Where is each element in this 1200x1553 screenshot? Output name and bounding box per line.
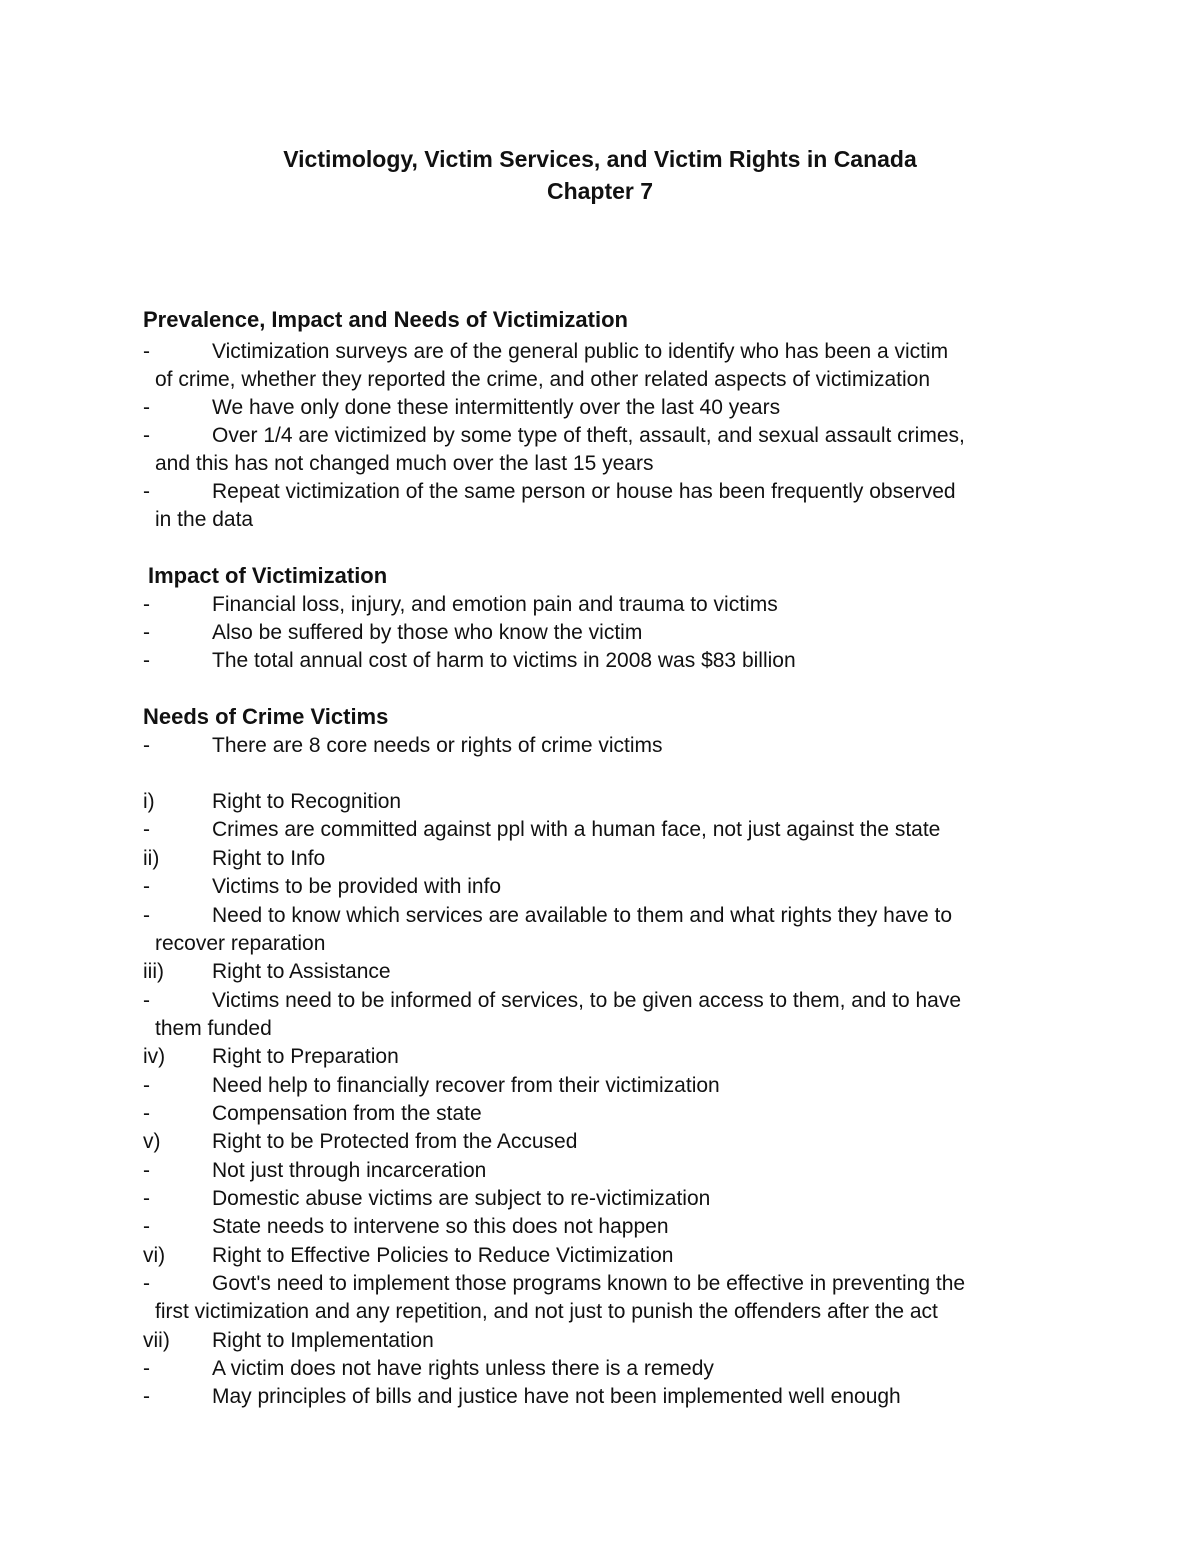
list-item-text: Financial loss, injury, and emotion pain and trauma to victims — [212, 593, 778, 616]
roman-marker: iii) — [143, 960, 164, 983]
right-title: Right to Preparation — [212, 1045, 399, 1068]
list-marker: - — [143, 649, 150, 672]
list-item-text: Need help to financially recover from their victimization — [212, 1074, 720, 1097]
right-title: Right to Assistance — [212, 960, 391, 983]
list-item-text: recover reparation — [155, 932, 326, 955]
list-marker: - — [143, 1272, 150, 1295]
list-marker: - — [143, 593, 150, 616]
roman-marker: ii) — [143, 847, 160, 870]
list-marker: - — [143, 875, 150, 898]
list-marker: - — [143, 621, 150, 644]
list-item-text: them funded — [155, 1017, 272, 1040]
list-marker: - — [143, 1074, 150, 1097]
list-item-text: Victims to be provided with info — [212, 875, 502, 898]
list-item-text: Govt's need to implement those programs known to be effective in preventing the — [212, 1272, 966, 1295]
list-marker: - — [143, 480, 150, 503]
list-item-text: Compensation from the state — [212, 1102, 482, 1125]
list-marker: - — [143, 1159, 150, 1182]
list-item-text: May principles of bills and justice have not been implemented well enough — [212, 1385, 901, 1408]
list-item-text: Domestic abuse victims are subject to re-victimization — [212, 1187, 711, 1210]
list-marker: - — [143, 989, 150, 1012]
section-heading-impact: Impact of Victimization — [148, 563, 388, 588]
list-marker: - — [143, 340, 150, 363]
section-heading-needs: Needs of Crime Victims — [143, 704, 389, 729]
list-marker: - — [143, 1215, 150, 1238]
list-item-text: There are 8 core needs or rights of crime victims — [212, 734, 663, 757]
list-marker: - — [143, 1357, 150, 1380]
roman-marker: vii) — [143, 1329, 170, 1352]
list-item-text: State needs to intervene so this does not happen — [212, 1215, 669, 1238]
roman-marker: vi) — [143, 1244, 166, 1267]
list-item-text: Over 1/4 are victimized by some type of theft, assault, and sexual assault crimes, — [212, 424, 965, 447]
right-title: Right to be Protected from the Accused — [212, 1130, 578, 1153]
right-title: Right to Implementation — [212, 1329, 434, 1352]
list-item-text: first victimization and any repetition, and not just to punish the offenders after the act — [155, 1300, 938, 1323]
list-item-text: We have only done these intermittently over the last 40 years — [212, 396, 781, 419]
list-item-text: Need to know which services are available to them and what rights they have to — [212, 904, 953, 927]
list-item-text: Repeat victimization of the same person or house has been frequently observed — [212, 480, 956, 503]
roman-marker: i) — [143, 790, 155, 813]
list-item-text: A victim does not have rights unless there is a remedy — [212, 1357, 714, 1380]
list-item-text: Victims need to be informed of services, to be given access to them, and to have — [212, 989, 962, 1012]
list-item-text: and this has not changed much over the last 15 years — [155, 452, 654, 475]
right-title: Right to Effective Policies to Reduce Victimization — [212, 1244, 674, 1267]
list-marker: - — [143, 1102, 150, 1125]
list-marker: - — [143, 1187, 150, 1210]
list-item-text: Also be suffered by those who know the victim — [212, 621, 643, 644]
list-marker: - — [143, 818, 150, 841]
chapter-label: Chapter 7 — [546, 178, 654, 204]
list-item-text: Not just through incarceration — [212, 1159, 487, 1182]
list-marker: - — [143, 734, 150, 757]
right-title: Right to Info — [212, 847, 326, 870]
list-item-text: of crime, whether they reported the crime, and other related aspects of victimization — [155, 368, 931, 391]
roman-marker: v) — [143, 1130, 161, 1153]
list-marker: - — [143, 1385, 150, 1408]
list-item-text: in the data — [155, 508, 254, 531]
list-marker: - — [143, 396, 150, 419]
document-title: Victimology, Victim Services, and Victim Rights in Canada — [283, 146, 917, 172]
list-item-text: Crimes are committed against ppl with a human face, not just against the state — [212, 818, 941, 841]
list-marker: - — [143, 424, 150, 447]
list-item-text: Victimization surveys are of the general public to identify who has been a victim — [212, 340, 949, 363]
list-marker: - — [143, 904, 150, 927]
section-heading-prevalence: Prevalence, Impact and Needs of Victimization — [143, 307, 628, 332]
roman-marker: iv) — [143, 1045, 166, 1068]
right-title: Right to Recognition — [212, 790, 402, 813]
list-item-text: The total annual cost of harm to victims in 2008 was $83 billion — [212, 649, 796, 672]
